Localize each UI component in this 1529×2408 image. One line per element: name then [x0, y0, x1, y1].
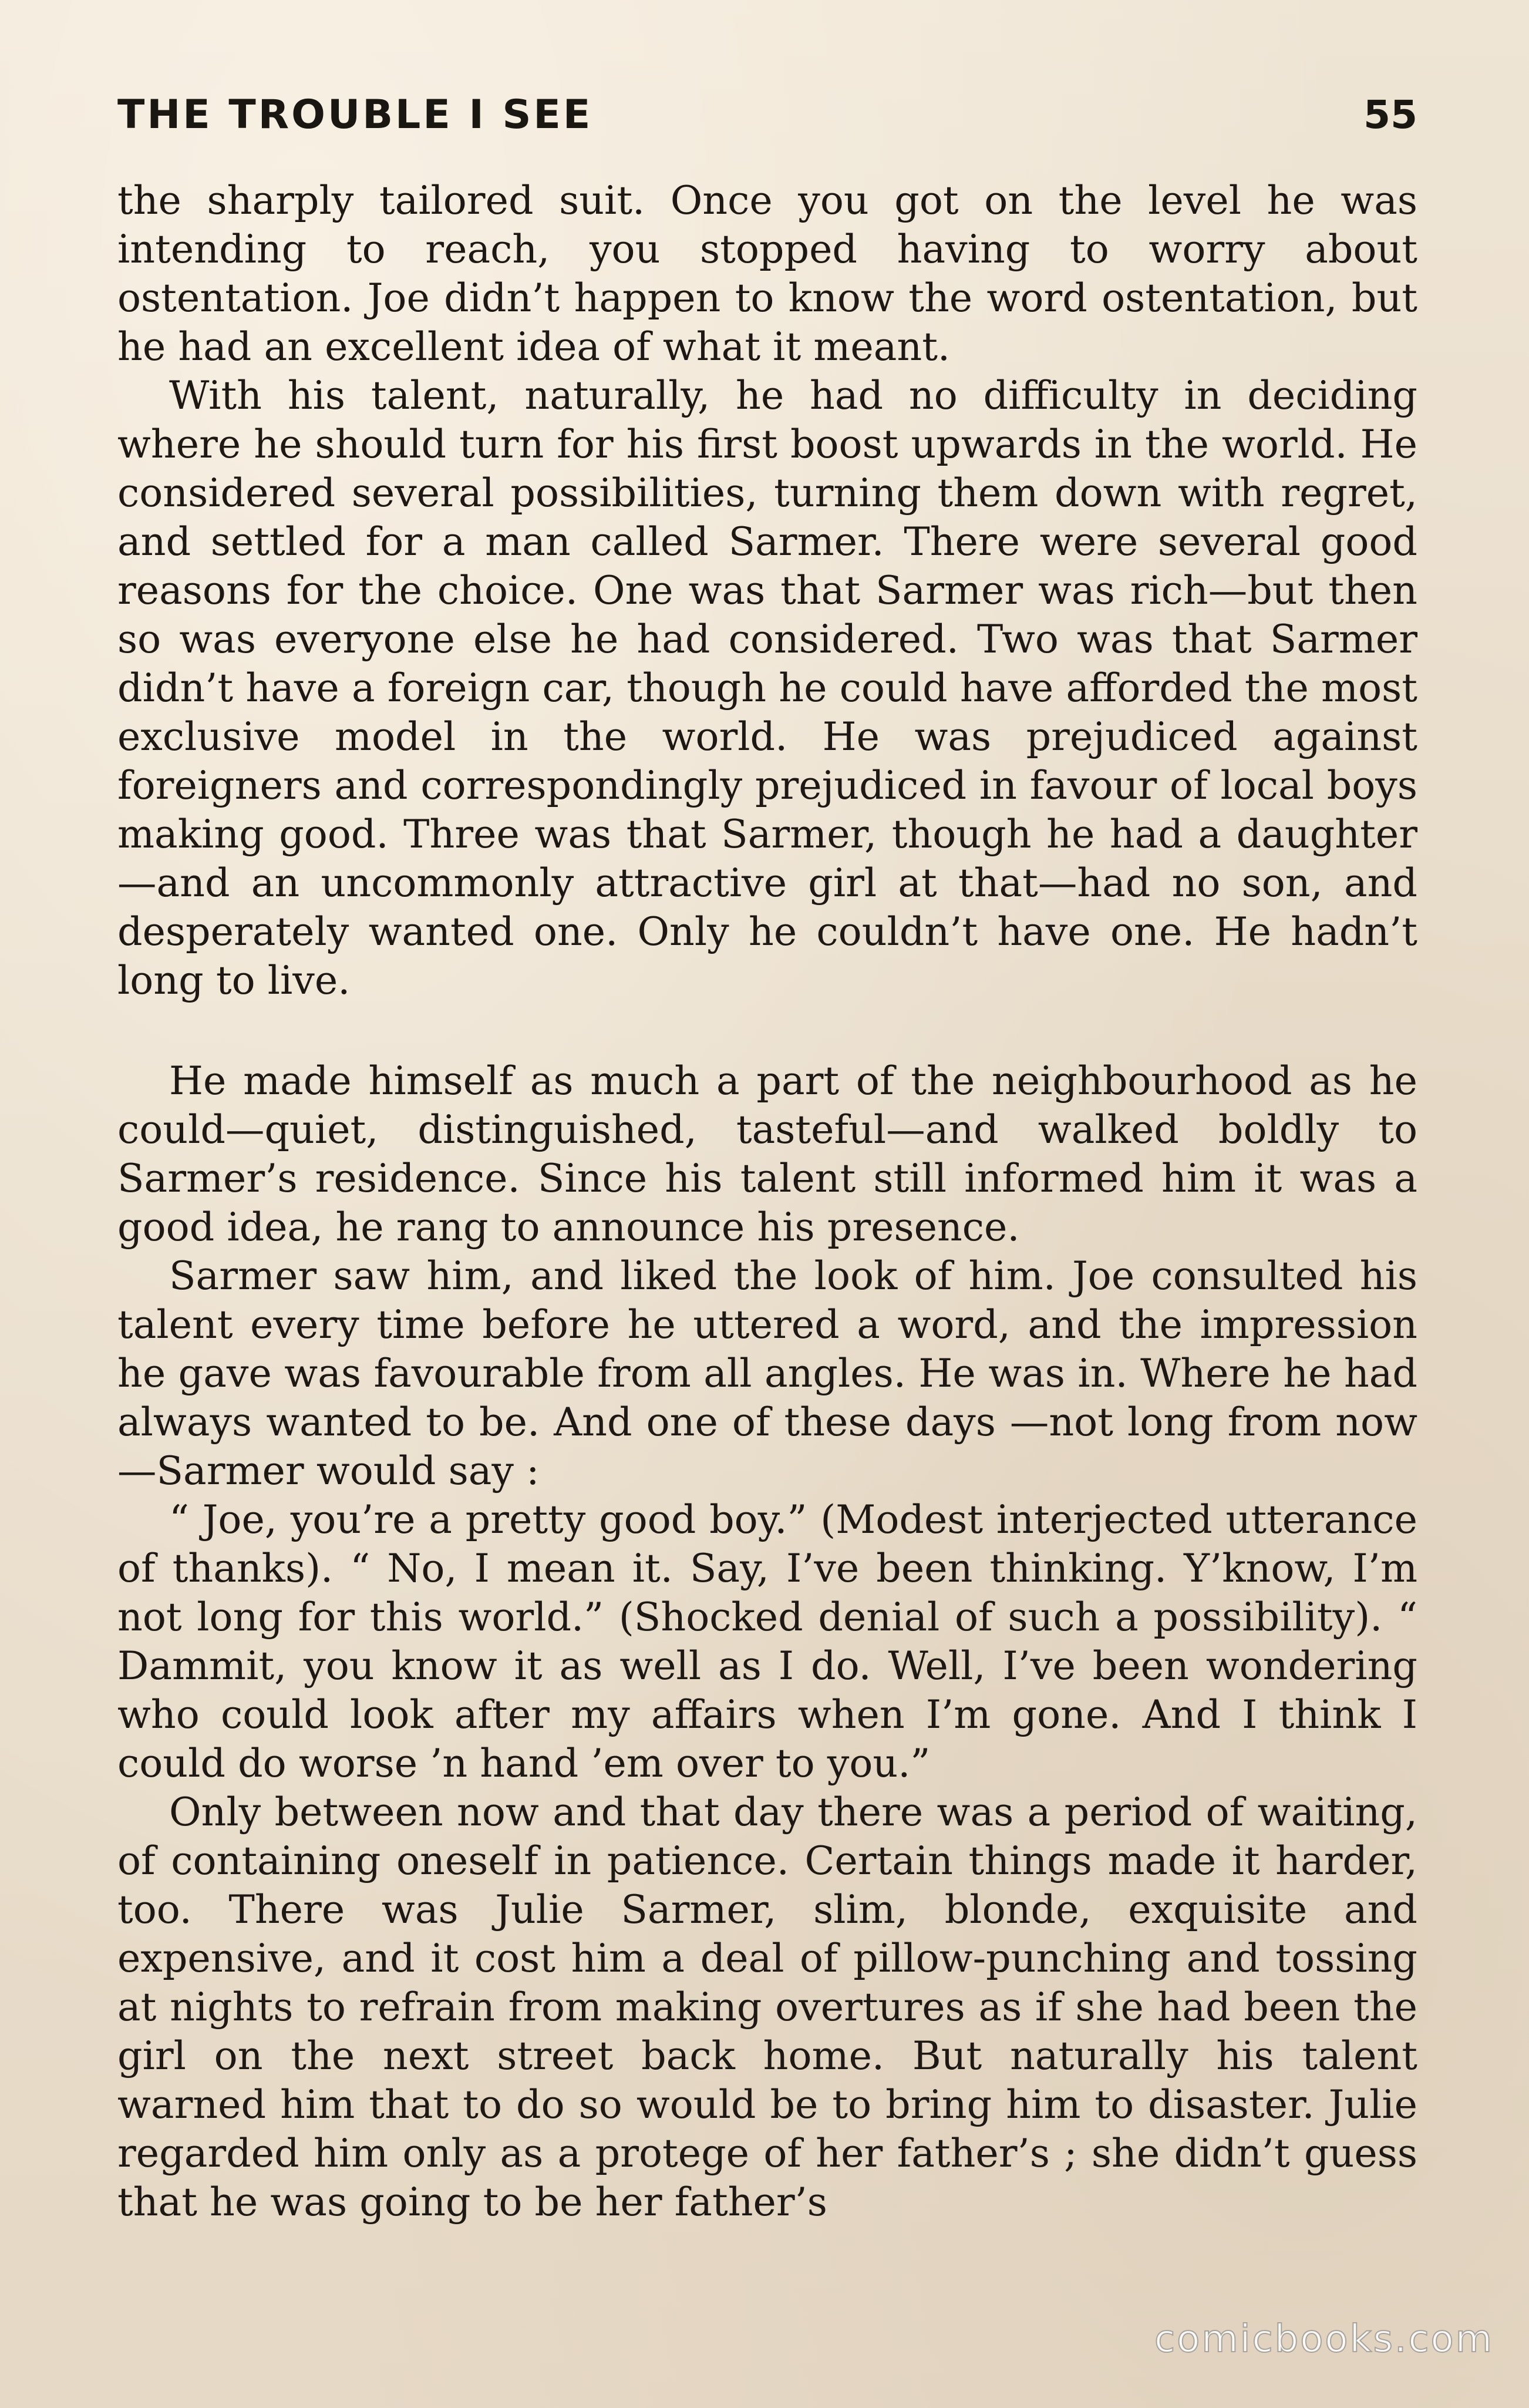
paragraph-dialogue: “ Joe, you’re a pretty good boy.” (Modest interjected utterance of thanks). “ No, I mean it. Say, I’ve been thinking. Y’know, I’m not long for this world.” (Shocked denial of such a possibility). “ Dammit, you know it as well as I do. Well, I’ve been wondering who could look after my affairs when I’m gone. And I think I could do worse ’n hand ’em over to you.” — [117, 1496, 1417, 1786]
page-number: 55 — [1363, 92, 1417, 137]
section-break — [117, 1005, 1417, 1057]
running-head — [117, 82, 1417, 147]
paragraph: With his talent, naturally, he had no difficulty in deciding where he should turn for his first boost upwards in the world. He considered several possibilities, turning them down with regret, and settled for a man called Sarmer. There were several good reasons for the choice. One was that Sarmer was rich—but then so was everyone else he had considered. Two was that Sarmer didn’t have a foreign car, though he could have afforded the most exclusive model in the world. He was prejudiced against foreigners and correspondingly prejudiced in favour of local boys making good. Three was that Sarmer, though he had a daughter—and an uncommonly attractive girl at that—had no son, and desperately wanted one. Only he couldn’t have one. He hadn’t long to live. — [117, 372, 1417, 1003]
running-title: THE TROUBLE I SEE — [117, 91, 593, 138]
body-text — [117, 176, 1417, 2227]
paragraph: He made himself as much a part of the neighbourhood as he could—quiet, distinguished, tasteful—and walked boldly to Sarmer’s residence. Since his talent still informed him it was a good idea, he rang to announce his presence. — [117, 1058, 1417, 1250]
paragraph: Only between now and that day there was a period of waiting, of containing oneself in patience. Certain things made it harder, too. There was Julie Sarmer, slim, blonde, exquisite and expensive, and it cost him a deal of pillow-punching and tossing at nights to refrain from making overtures as if she had been the girl on the next street back home. But naturally his talent warned him that to do so would be to bring him to disaster. Julie regarded him only as a protege of her father’s ; she didn’t guess that he was going to be her father’s — [117, 1789, 1417, 2225]
paragraph: Sarmer saw him, and liked the look of him. Joe consulted his talent every time before he uttered a word, and the impression he gave was favourable from all angles. He was in. Where he had always wanted to be. And one of these days —not long from now—Sarmer would say : — [117, 1253, 1417, 1494]
paragraph-continued: the sharply tailored suit. Once you got on the level he was intending to reach, you stopped having to worry about ostentation. Joe didn’t happen to know the word ostentation, but he had an excellent idea of what it meant. — [117, 177, 1417, 369]
watermark: comicbooks.com — [1154, 2318, 1494, 2361]
